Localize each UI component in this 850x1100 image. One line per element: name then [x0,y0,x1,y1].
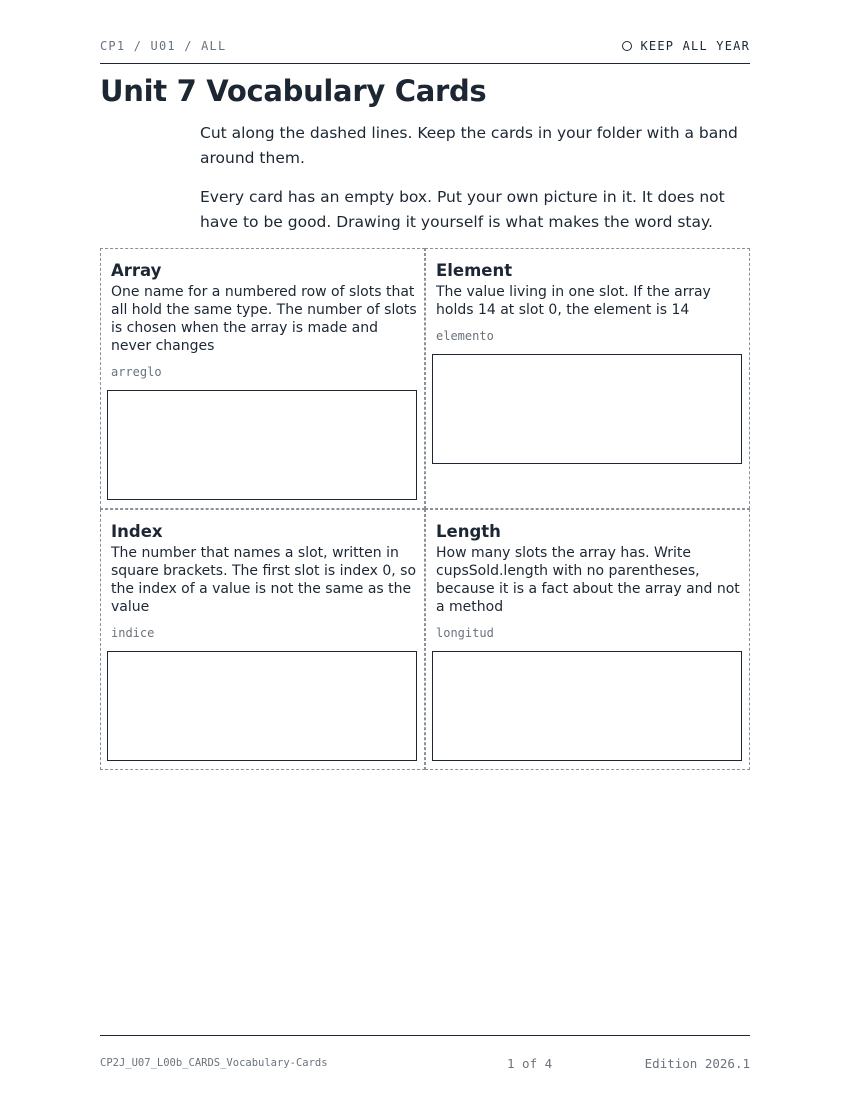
page-title: Unit 7 Vocabulary Cards [100,74,487,108]
footer-divider [100,1035,750,1036]
card-definition: The value living in one slot. If the array holds 14 at slot 0, the element is 14 [436,284,711,318]
drawing-box [432,354,742,464]
drawing-box [107,390,417,500]
breadcrumb: CP1 / U01 / ALL [100,39,227,53]
vocab-card-index [100,509,425,770]
card-translation: arreglo [111,365,162,379]
instruction-paragraph: Cut along the dashed lines. Keep the cards in your folder with a band around them. [200,124,738,167]
circle-icon [622,41,632,51]
card-translation: longitud [436,626,494,640]
card-definition: One name for a numbered row of slots that all hold the same type. The number of slots is chosen when the array is made and never changes [111,284,417,354]
card-translation: elemento [436,329,494,343]
card-translation: indice [111,626,155,640]
instructions [200,121,750,249]
vocab-card-array [100,248,425,509]
page-number: 1 of 4 [507,1056,553,1071]
card-definition: The number that names a slot, written in square brackets. The first slot is index 0, so the index of a value is not the same as the value [111,545,417,615]
page-header [100,37,750,64]
vocab-card-length [425,509,750,770]
edition: Edition 2026.1 [644,1056,750,1071]
vocabulary-card-grid [100,248,751,771]
card-term: Length [436,522,501,541]
card-term: Array [111,261,162,280]
drawing-box [432,651,742,761]
vocab-card-element [425,248,750,509]
keep-all-year-tag [622,39,750,53]
instruction-paragraph: Every card has an empty box. Put your own picture in it. It does not have to be good. Drawing it yourself is what makes the word stay. [200,188,725,231]
footer-filename: CP2J_U07_L00b_CARDS_Vocabulary-Cards [100,1057,328,1069]
drawing-box [107,651,417,761]
card-term: Element [436,261,513,280]
keep-label: KEEP ALL YEAR [640,39,750,53]
card-definition: How many slots the array has. Write cupsSold.length with no parentheses, because it is a fact about the array and not a method [436,545,740,615]
card-term: Index [111,522,163,541]
